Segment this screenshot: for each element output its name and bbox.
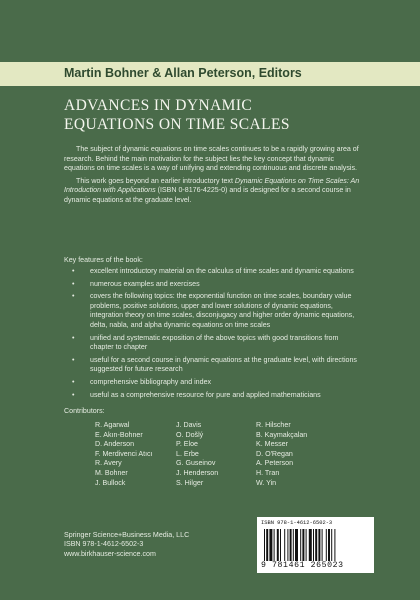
earlier-book-title: Dynamic Equations on Time Scales: An Introduction with Applications [64, 176, 360, 195]
barcode-stripe [331, 529, 332, 561]
contributor-name: H. Tran [256, 468, 280, 477]
bullet-icon: • [72, 333, 75, 342]
key-feature-item [64, 356, 364, 375]
editors-line: Martin Bohner & Allan Peterson, Editors [64, 66, 302, 80]
paragraph-2-tail: (ISBN 0-8176-4225-0) and is designed for a second course in dynamic equations at the graduate level. [64, 186, 351, 204]
barcode-stripe [284, 529, 285, 561]
key-feature-item [64, 391, 364, 401]
publisher-name: Springer Science+Business Media, LLC [64, 531, 190, 539]
key-feature-text: useful for a second course in dynamic equations at the graduate level, with directions suggested for future research [90, 355, 357, 374]
publisher-isbn: ISBN 978-1-4612-6502-3 [64, 540, 144, 549]
bullet-icon: • [72, 267, 75, 275]
contributor-name: D. Anderson [95, 440, 135, 449]
barcode-stripe [295, 529, 298, 561]
barcode-stripe [266, 529, 268, 561]
barcode-stripe [318, 529, 320, 561]
barcode-stripe [306, 529, 307, 561]
contributor-name: J. Davis [176, 421, 202, 429]
contributor-name: R. Agarwal [95, 421, 130, 429]
bullet-icon: • [72, 355, 75, 364]
barcode-stripe [274, 529, 275, 561]
contributor-name: F. Merdivenci Atıcı [95, 449, 153, 458]
key-feature-text: unified and systematic exposition of the above topics with good transitions from chapter to chapter [90, 333, 339, 352]
key-feature-text: excellent introductory material on the calculus of time scales and dynamic equations [90, 267, 354, 275]
key-features-list [64, 267, 364, 403]
barcode-stripe [264, 529, 265, 561]
barcode-stripe [322, 529, 323, 561]
contributor-name: J. Henderson [176, 468, 219, 477]
barcode-bars [263, 529, 368, 561]
barcode-stripe [326, 529, 327, 561]
book-title [64, 96, 290, 134]
barcode-stripe [277, 529, 279, 561]
publisher-info [64, 531, 189, 559]
bullet-icon: • [72, 279, 75, 288]
key-feature-text: numerous examples and exercises [90, 279, 200, 288]
contributor-name: K. Messer [256, 440, 288, 449]
title-line-1: ADVANCES IN DYNAMIC [64, 97, 253, 114]
contributor-name: O. Došlý [176, 430, 204, 439]
contributors-column-2 [176, 421, 218, 488]
barcode-stripe [280, 529, 281, 561]
key-features-heading: Key features of the book: [64, 256, 143, 264]
description-paragraph-1: The subject of dynamic equations on time scales continues to be a rapidly growing area of research. Behind the main motivation for the subject lies the key concept that dynamic equations on time scales is a way of unifying and extending continuous and discrete analysis. [64, 145, 359, 173]
barcode-isbn-label: ISBN 978-1-4612-6502-3 [261, 520, 333, 526]
barcode-stripe [313, 529, 314, 561]
contributor-name: A. Peterson [256, 459, 294, 468]
contributor-name: W. Yin [256, 478, 277, 487]
description [64, 145, 364, 206]
barcode-stripe [287, 529, 288, 561]
key-feature-item [64, 292, 364, 330]
contributor-name: E. Akın-Bohner [95, 430, 143, 439]
publisher-website: www.birkhauser-science.com [64, 549, 156, 558]
bullet-icon: • [72, 377, 75, 386]
contributors-column-3 [256, 421, 307, 488]
contributors-column-1 [95, 421, 153, 488]
barcode-stripe [315, 529, 317, 561]
contributor-name: G. Guseinov [176, 459, 216, 468]
contributor-name: D. O'Regan [256, 449, 293, 458]
key-feature-item [64, 378, 364, 388]
key-feature-item [64, 280, 364, 290]
barcode-stripe [293, 529, 294, 561]
bullet-icon: • [72, 390, 75, 399]
description-paragraph-2 [64, 177, 364, 206]
barcode-stripe [334, 529, 335, 561]
contributor-name: P. Eloe [176, 440, 198, 449]
contributor-name: R. Avery [95, 459, 122, 468]
contributor-name: M. Bohner [95, 468, 128, 477]
barcode-stripe [302, 529, 304, 561]
contributor-name: R. Hilscher [256, 421, 291, 429]
key-feature-item [64, 267, 364, 277]
barcode-stripe [300, 529, 301, 561]
barcode-stripe [328, 529, 330, 561]
contributor-name: S. Hilger [176, 478, 204, 487]
barcode-stripe [309, 529, 312, 561]
key-feature-text: comprehensive bibliography and index [90, 377, 212, 386]
contributor-name: L. Erbe [176, 449, 199, 458]
barcode [257, 517, 374, 573]
contributor-name: B. Kaymakçalan [256, 430, 308, 439]
title-line-2: EQUATIONS ON TIME SCALES [64, 116, 290, 133]
key-feature-text: covers the following topics: the exponential function on time scales, boundary value problems, positive solutions, upper and lower solutions of dynamic equations, integration theory on time scales, disconjugacy and higher order dynamic equations, delta, nabla, and alpha dynamic equations on time scales [90, 292, 355, 329]
key-feature-text: useful as a comprehensive resource for pure and applied mathematicians [90, 390, 321, 399]
key-feature-item [64, 334, 364, 353]
contributors-heading: Contributors: [64, 407, 105, 415]
contributor-name: J. Bullock [95, 478, 126, 487]
paragraph-2-lead: This work goes beyond an earlier introductory text [76, 176, 235, 185]
bullet-icon: • [72, 292, 75, 301]
barcode-stripe [269, 529, 272, 561]
barcode-stripe [290, 529, 292, 561]
barcode-number: 9 781461 265023 [261, 561, 344, 570]
